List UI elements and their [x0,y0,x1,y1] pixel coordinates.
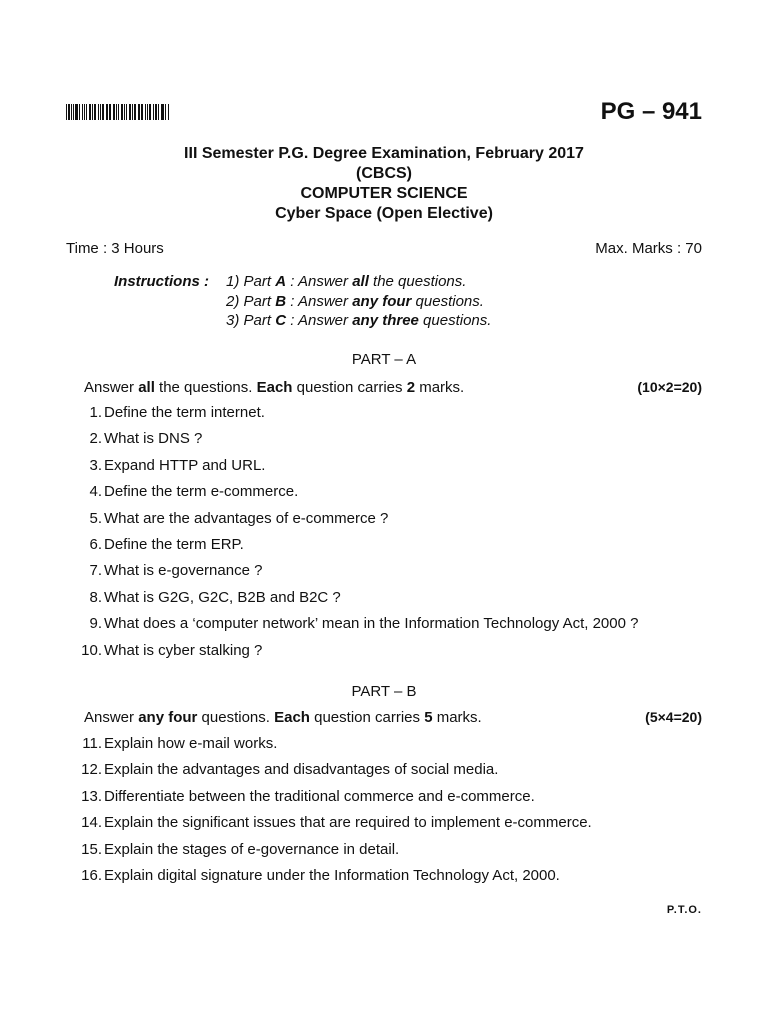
question-text: Explain the advantages and disadvantages of social media. [104,761,499,779]
instruction-keyword: any four [352,292,412,310]
instruction-text: Part [243,292,276,310]
barcode [66,104,170,120]
part-b-marks: (5×4=20) [645,709,702,725]
heading-line-1: III Semester P.G. Degree Examination, February 2017 [184,145,584,162]
question-number: 8. [89,588,102,606]
heading-line-4: Cyber Space (Open Elective) [275,205,493,222]
question-number: 9. [89,615,102,633]
question-item [66,731,702,757]
question-text: Explain digital signature under the Information Technology Act, 2000. [104,866,560,884]
question-item [66,479,702,505]
exam-meta [66,240,702,257]
part-b-title: PART – B [351,683,417,700]
question-item [66,757,702,783]
instruction-text: the questions. [368,273,467,290]
question-text: What is cyber stalking ? [104,641,263,659]
question-item [66,558,702,584]
instructions [114,272,491,331]
instruction-3 [114,311,491,331]
question-text: What is G2G, G2C, B2B and B2C ? [104,588,341,606]
instruction-text: questions. [411,292,484,310]
question-text: Define the term ERP. [104,535,244,553]
question-text: Explain the stages of e-governance in detail. [104,840,400,858]
question-text: Define the term internet. [104,404,265,421]
question-text: Explain how e-mail works. [104,735,278,752]
paper-code: PG – 941 [600,98,702,125]
instruction-text: : Answer [286,292,353,310]
question-item [66,784,702,810]
instructions-label: Instructions : [114,273,210,290]
exam-heading [0,144,768,224]
question-text: What is DNS ? [104,430,203,448]
question-number: 16. [81,866,102,884]
question-number: 3. [89,456,102,474]
question-item [66,863,702,889]
question-item [66,585,702,611]
instruction-text: questions. [418,312,492,329]
question-item [66,611,702,637]
question-number: 10. [81,641,102,659]
question-number: 7. [89,562,102,580]
part-a-questions [66,400,702,664]
instruction-text: Part [243,312,276,329]
question-text: What is e-governance ? [104,562,263,580]
instruction-2 [114,292,491,312]
pto-label: P.T.O. [666,904,702,916]
part-b-instruction [84,709,702,726]
instruction-text: : Answer [286,312,353,329]
instruction-number: 3) [226,312,240,329]
instruction-text: : Answer [286,273,353,290]
question-text: What are the advantages of e-commerce ? [104,509,389,527]
part-a-instruction-text: Answer all the questions. Each question carries 2 marks. [84,379,465,396]
part-b-questions [66,731,702,889]
instruction-part: B [275,292,287,310]
question-number: 13. [81,787,102,805]
question-text: What does a ‘computer network’ mean in the Information Technology Act, 2000 ? [104,615,639,633]
part-b-instruction-text: Answer any four questions. Each question carries 5 marks. [84,709,482,726]
max-marks-label: Max. Marks : 70 [595,240,702,257]
question-number: 12. [81,761,102,779]
instruction-part: A [275,273,287,290]
question-text: Expand HTTP and URL. [104,456,266,474]
question-number: 6. [89,535,102,553]
question-text: Explain the significant issues that are required to implement e-commerce. [104,814,592,832]
heading-line-3: COMPUTER SCIENCE [300,185,468,202]
question-number: 2. [89,430,102,448]
part-a-marks: (10×2=20) [637,379,702,395]
instruction-keyword: all [352,273,369,290]
question-number: 1. [89,404,102,421]
time-label: Time : 3 Hours [66,240,164,257]
question-item [66,837,702,863]
question-item [66,453,702,479]
question-item [66,638,702,664]
instruction-part: C [275,312,287,329]
instruction-text: Part [243,273,276,290]
part-a-title: PART – A [351,351,417,368]
question-item [66,810,702,836]
instruction-1 [114,272,491,292]
question-item [66,426,702,452]
question-text: Define the term e-commerce. [104,483,299,501]
question-item [66,400,702,426]
instruction-number: 2) [226,292,240,310]
instruction-keyword: any three [352,312,419,329]
question-number: 11. [82,735,102,752]
heading-line-2: (CBCS) [356,165,412,182]
part-a-instruction [84,379,702,396]
instruction-number: 1) [226,273,240,290]
question-text: Differentiate between the traditional commerce and e-commerce. [104,787,535,805]
question-number: 5. [89,509,102,527]
question-number: 15. [81,840,102,858]
question-item [66,506,702,532]
question-item [66,532,702,558]
question-number: 4. [89,483,102,501]
question-number: 14. [81,814,102,832]
